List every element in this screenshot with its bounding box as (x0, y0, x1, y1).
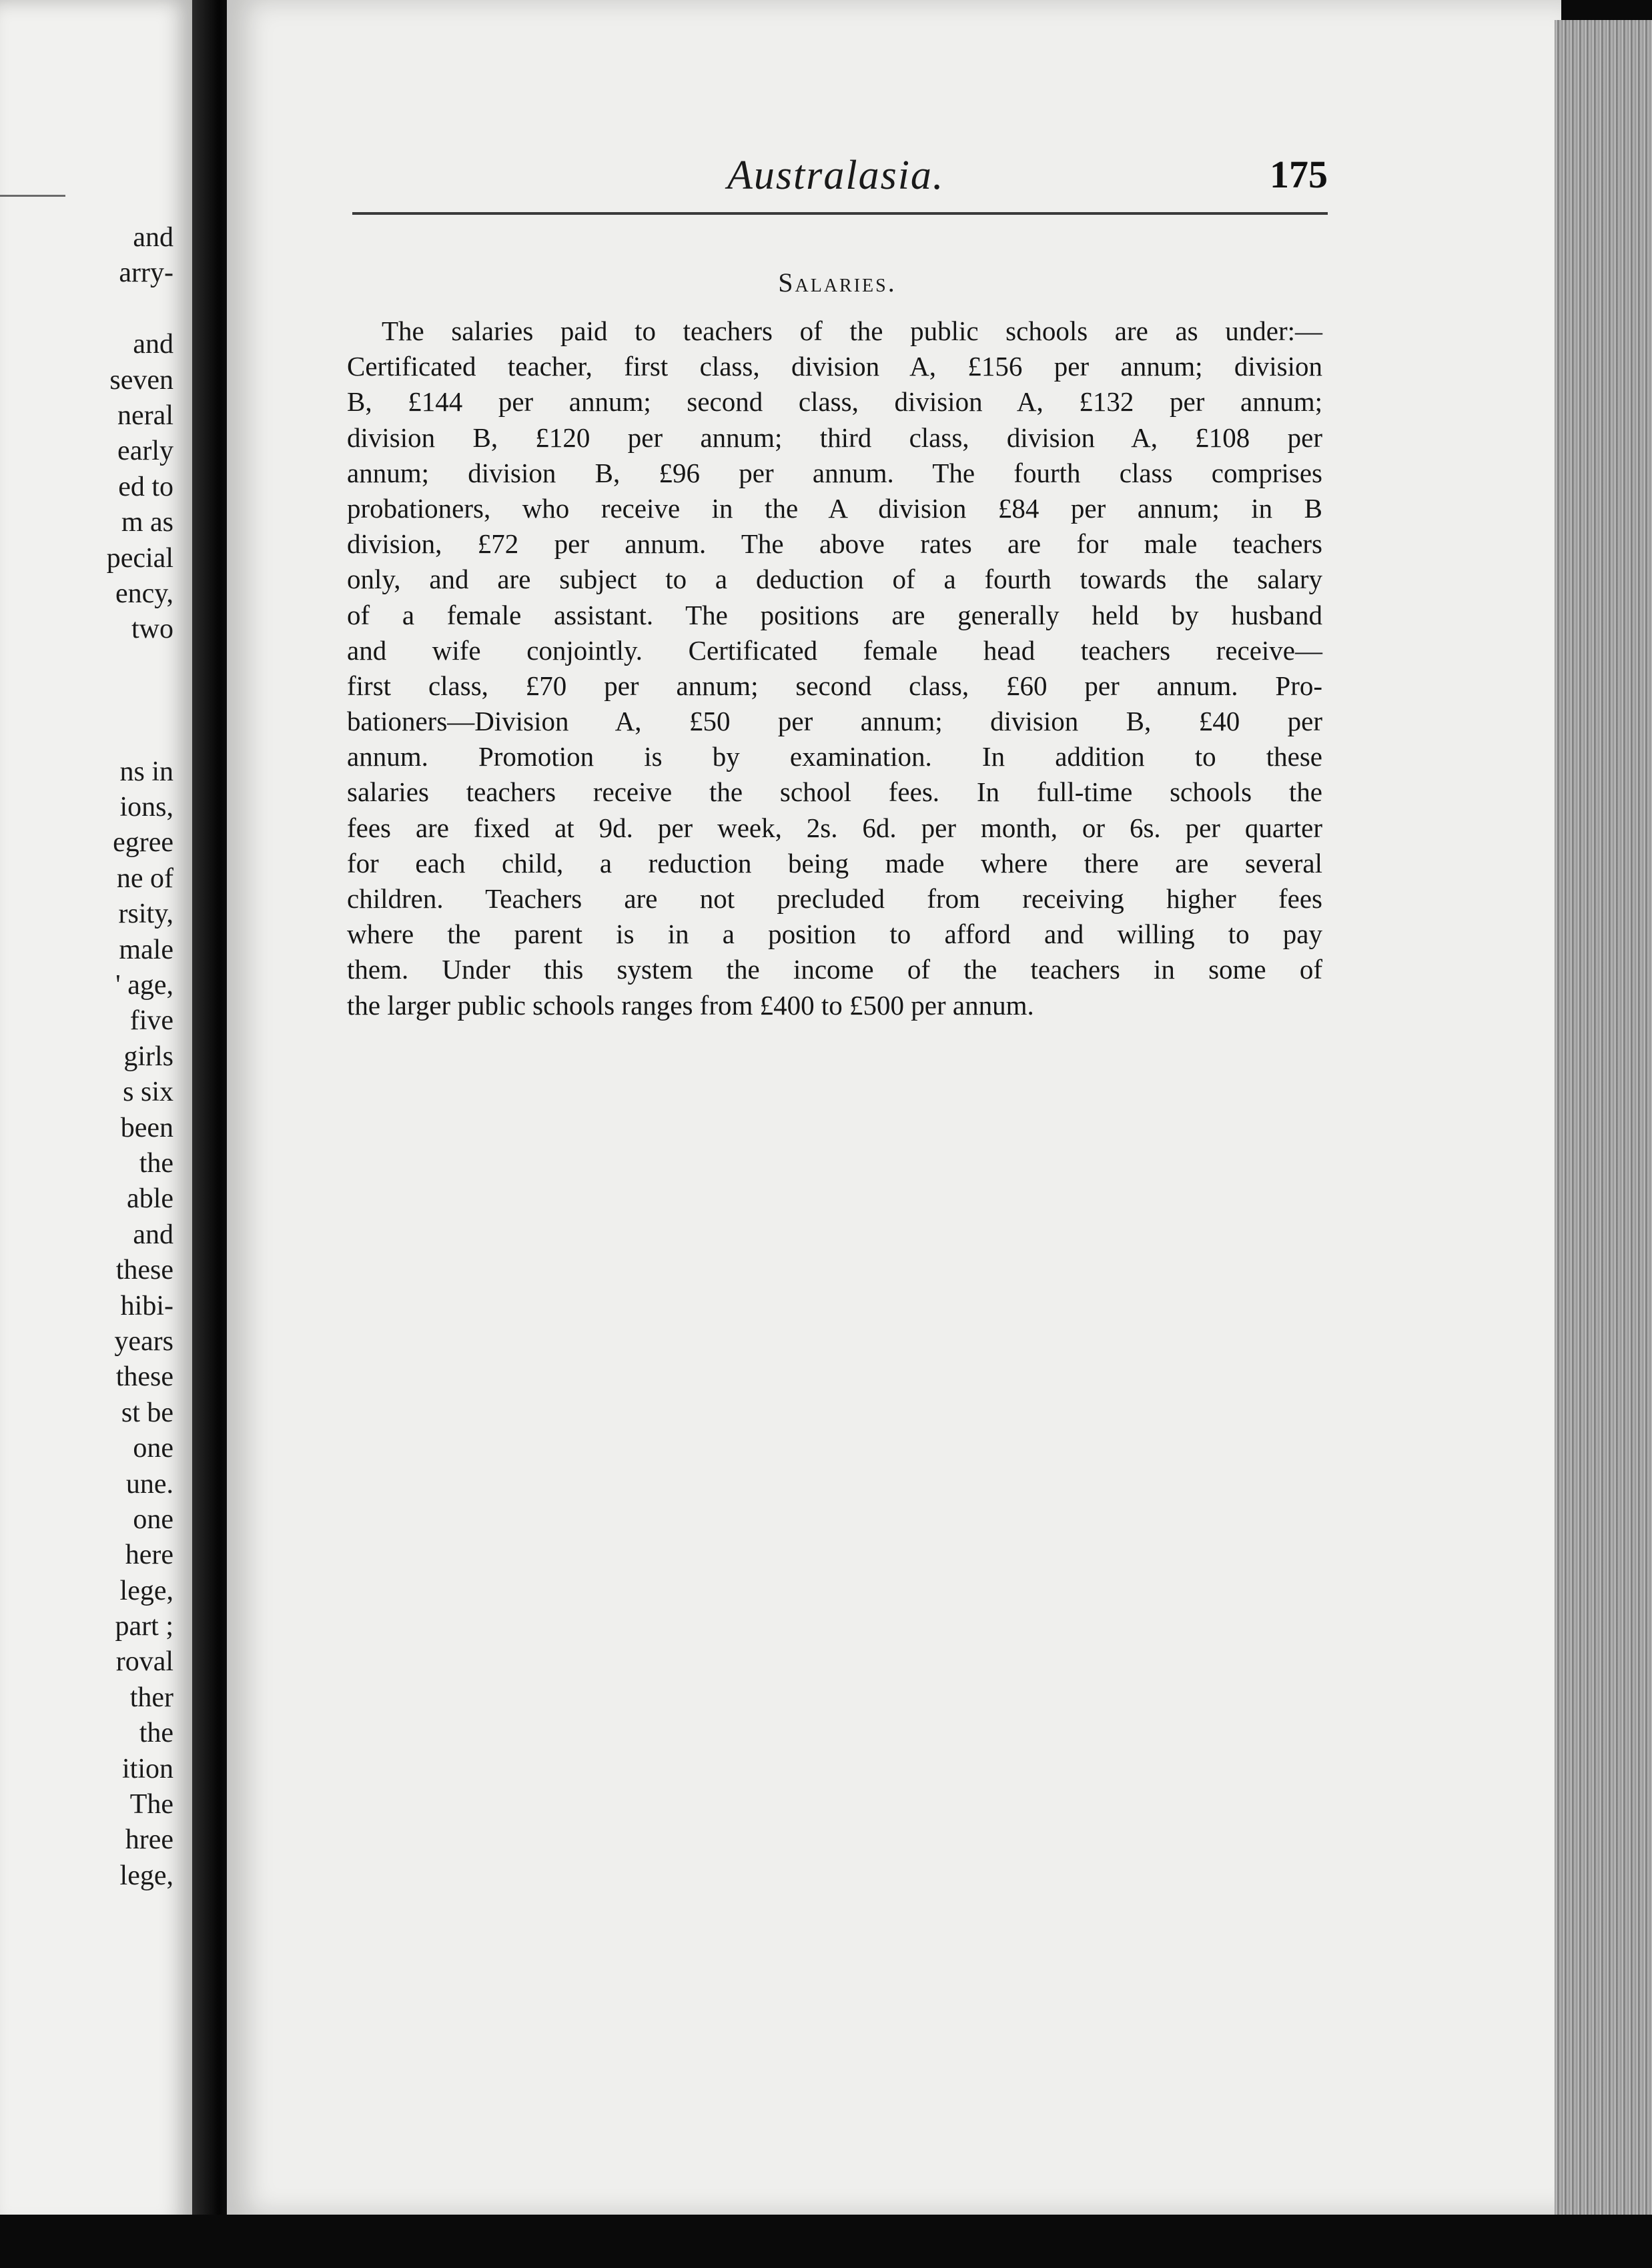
scan-bottom-border (0, 2215, 1652, 2268)
facing-line: one (133, 1504, 173, 1535)
facing-line: years (114, 1325, 173, 1357)
facing-line: part ; (115, 1611, 173, 1642)
facing-line: neral (117, 400, 173, 431)
text-line: B, £144 per annum; second class, division A, £132 per annum; (347, 386, 1322, 418)
facing-line: lege, (119, 1575, 173, 1606)
facing-line: the (139, 1147, 173, 1179)
facing-line: hibi- (120, 1290, 173, 1321)
running-title: Australasia. (727, 153, 945, 198)
text-line: them. Under this system the income of the teachers in some of (347, 954, 1322, 985)
page-number: 175 (1270, 153, 1328, 196)
text-line: children. Teachers are not precluded from receiving higher fees (347, 883, 1322, 914)
text-line: the larger public schools ranges from £400 to £500 per annum. (347, 989, 1034, 1021)
facing-line: and (133, 1219, 173, 1250)
header-rule (352, 212, 1328, 215)
text-line: The salaries paid to teachers of the public schools are as under:— (382, 316, 1322, 346)
text-line: fees are fixed at 9d. per week, 2s. 6d. per month, or 6s. per quarter (347, 812, 1322, 843)
facing-page-rule (0, 195, 65, 197)
facing-line: ther (129, 1682, 173, 1713)
facing-line: arry- (119, 257, 173, 289)
facing-line: egree (113, 827, 173, 859)
facing-line: seven (109, 364, 173, 396)
text-line: only, and are subject to a deduction of a fourth towards the salary (347, 564, 1322, 595)
facing-page-text (107, 220, 173, 1894)
facing-line: une. (125, 1468, 173, 1500)
facing-line: these (115, 1255, 173, 1286)
text-line: where the parent is in a position to afford and willing to pay (347, 919, 1322, 950)
facing-line: lege, (119, 1860, 173, 1891)
facing-line: The (129, 1789, 173, 1820)
facing-line-blank (107, 292, 173, 327)
facing-line: early (117, 436, 173, 467)
page-edge-stack (1555, 20, 1652, 2221)
body-paragraph (347, 314, 1322, 1023)
text-line: for each child, a reduction being made where there are several (347, 847, 1322, 879)
section-heading: Salaries. (778, 267, 897, 298)
facing-line: ency, (115, 578, 173, 609)
facing-line: the (139, 1718, 173, 1749)
text-line: salaries teachers receive the school fees. In full-time schools the (347, 776, 1322, 808)
facing-line: ' age, (115, 970, 173, 1001)
facing-line: ne of (116, 863, 173, 894)
facing-line: ns in (119, 756, 173, 787)
facing-line: rsity, (118, 899, 173, 930)
text-line: and wife conjointly. Certificated female head teachers receive— (347, 634, 1322, 666)
text-line: division, £72 per annum. The above rates are for male teachers (347, 528, 1322, 560)
facing-line: ition (121, 1753, 173, 1784)
facing-gap (107, 648, 173, 754)
text-line: annum; division B, £96 per annum. The fourth class comprises (347, 457, 1322, 488)
facing-line: ions, (119, 792, 173, 823)
facing-line: been (120, 1112, 173, 1143)
running-head (347, 152, 1328, 205)
text-line: bationers—Division A, £50 per annum; division B, £40 per (347, 706, 1322, 737)
text-line: annum. Promotion is by examination. In addition to these (347, 741, 1322, 772)
facing-line: m as (121, 507, 173, 538)
facing-page-fragment (0, 0, 192, 2228)
text-line: of a female assistant. The positions are generally held by husband (347, 599, 1322, 630)
facing-line: able (127, 1183, 173, 1215)
facing-line: and (133, 329, 173, 360)
facing-line: roval (115, 1646, 173, 1678)
text-line: first class, £70 per annum; second class, £60 per annum. Pro- (347, 670, 1322, 701)
text-line: probationers, who receive in the A division £84 per annum; in B (347, 492, 1322, 524)
facing-line: two (131, 614, 173, 645)
facing-line: here (125, 1540, 173, 1571)
facing-line: hree (125, 1824, 173, 1856)
facing-line: these (115, 1361, 173, 1393)
facing-line: one (133, 1433, 173, 1464)
facing-line: five (129, 1005, 173, 1037)
facing-line: girls (123, 1041, 173, 1072)
facing-line: and (133, 222, 173, 253)
facing-line: st be (121, 1397, 173, 1428)
facing-line: male (119, 934, 173, 965)
text-line: Certificated teacher, first class, division A, £156 per annum; division (347, 351, 1322, 382)
text-line: division B, £120 per annum; third class, division A, £108 per (347, 422, 1322, 453)
facing-line: ed to (118, 471, 173, 502)
facing-line: pecial (106, 542, 173, 574)
facing-line: s six (123, 1077, 173, 1108)
